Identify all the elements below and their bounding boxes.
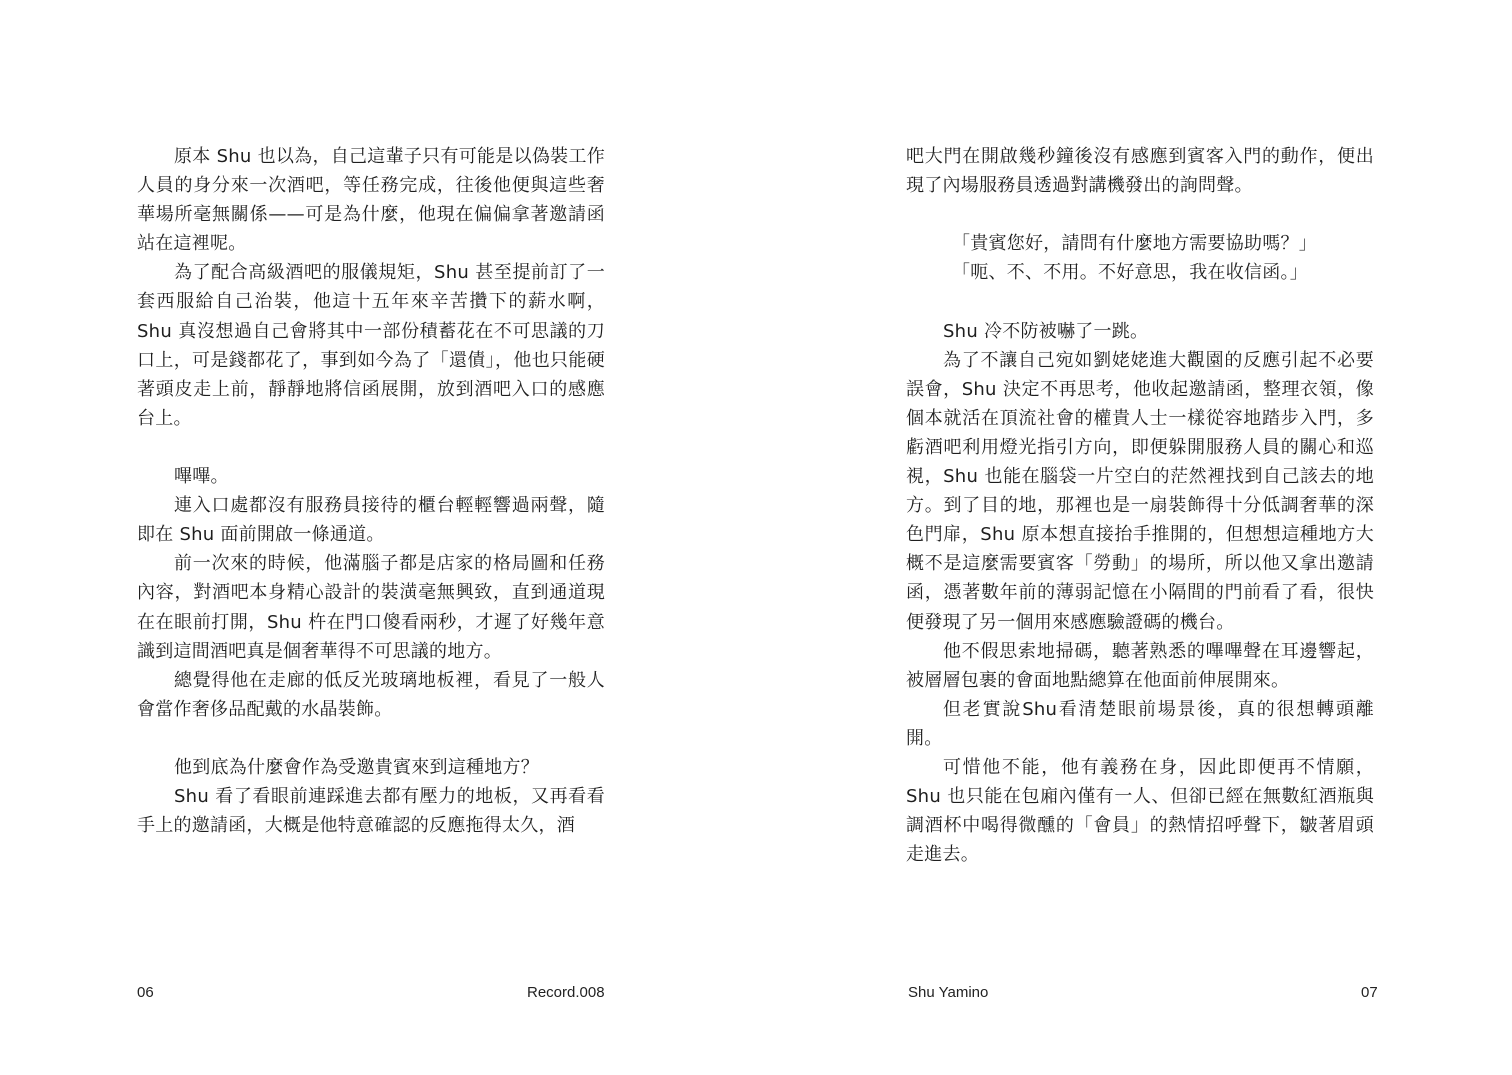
paragraph: 為了配合高級酒吧的服儀規矩，Shu 甚至提前訂了一套西服給自己治裝，他這十五年來辛苦攢下的薪水啊，Shu 真沒想過自己會將其中一部份積蓄花在不可思議的刀口上，可是錢都花了，事到如今為了「還債」，他也只能硬著頭皮走上前，靜靜地將信函展開，放到酒吧入口的感應台上。 — [137, 262, 605, 429]
paragraph: 但老實說Shu看清楚眼前場景後，真的很想轉頭離開。 — [906, 698, 1374, 749]
paragraph: 他不假思索地掃碼，聽著熟悉的嗶嗶聲在耳邊響起，被層層包裹的會面地點總算在他面前伸展開來。 — [906, 640, 1374, 691]
running-head: Shu Yamino — [908, 984, 989, 1001]
paragraph: 嗶嗶。 — [174, 466, 229, 488]
paragraph: 前一次來的時候，他滿腦子都是店家的格局圖和任務內容，對酒吧本身精心設計的裝潢毫無興致，直到通道現在在眼前打開，Shu 杵在門口傻看兩秒，才遲了好幾年意識到這間酒吧真是個奢華得不可思議的地方。 — [137, 553, 605, 662]
paragraph: 他到底為什麼會作為受邀貴賓來到這種地方？ — [174, 756, 539, 778]
paragraph: 連入口處都沒有服務員接待的櫃台輕輕響過兩聲，隨即在 Shu 面前開啟一條通道。 — [137, 495, 605, 546]
paragraph: 總覺得他在走廊的低反光玻璃地板裡，看見了一般人會當作奢侈品配戴的水晶裝飾。 — [137, 669, 605, 720]
dialogue-line: 「貴賓您好，請問有什麼地方需要協助嗎？」 — [952, 233, 1317, 255]
left-page-body — [137, 142, 605, 840]
running-head: Record.008 — [527, 984, 605, 1001]
paragraph-gap — [137, 724, 605, 753]
paragraph: 可惜他不能，他有義務在身，因此即便再不情願，Shu 也只能在包廂內僅有一人、但卻已經在無數紅酒瓶與調酒杯中喝得微醺的「會員」的熱情招呼聲下，皺著眉頭走進去。 — [906, 756, 1374, 866]
page-number: 07 — [1361, 984, 1378, 1001]
paragraph-gap — [906, 287, 1374, 316]
paragraph-gap — [906, 200, 1374, 229]
paragraph-gap — [137, 433, 605, 462]
paragraph: 吧大門在開啟幾秒鐘後沒有感應到賓客入門的動作，便出現了內場服務員透過對講機發出的詢問聲。 — [906, 146, 1374, 197]
paragraph: Shu 冷不防被嚇了一跳。 — [943, 320, 1149, 342]
paragraph: Shu 看了看眼前連踩進去都有壓力的地板，又再看看手上的邀請函，大概是他特意確認的反應拖得太久，酒 — [137, 786, 605, 837]
dialogue-line: 「呃、不、不用。不好意思，我在收信函。」 — [952, 262, 1308, 284]
right-page — [756, 0, 1512, 1075]
page-number: 06 — [137, 984, 154, 1001]
paragraph: 原本 Shu 也以為，自己這輩子只有可能是以偽裝工作人員的身分來一次酒吧，等任務完成，往後他便與這些奢華場所毫無關係——可是為什麼，他現在偏偏拿著邀請函站在這裡呢。 — [137, 146, 605, 255]
right-page-body — [906, 142, 1374, 869]
paragraph: 為了不讓自己宛如劉姥姥進大觀園的反應引起不必要誤會，Shu 決定不再思考，他收起邀請函，整理衣領，像個本就活在頂流社會的權貴人士一樣從容地踏步入門，多虧酒吧利用燈光指引方向，即便躲開服務人員的關心和巡視，Shu 也能在腦袋一片空白的茫然裡找到自己該去的地方。到了目的地，那裡也是一扇裝飾得十分低調奢華的深色門扉，Shu 原本想直接抬手推開的，但想想這種地方大概不是這麼需要賓客「勞動」的場所，所以他又拿出邀請函，憑著數年前的薄弱記憶在小隔間的門前看了看，很快便發現了另一個用來感應驗證碼的機台。 — [906, 349, 1374, 633]
